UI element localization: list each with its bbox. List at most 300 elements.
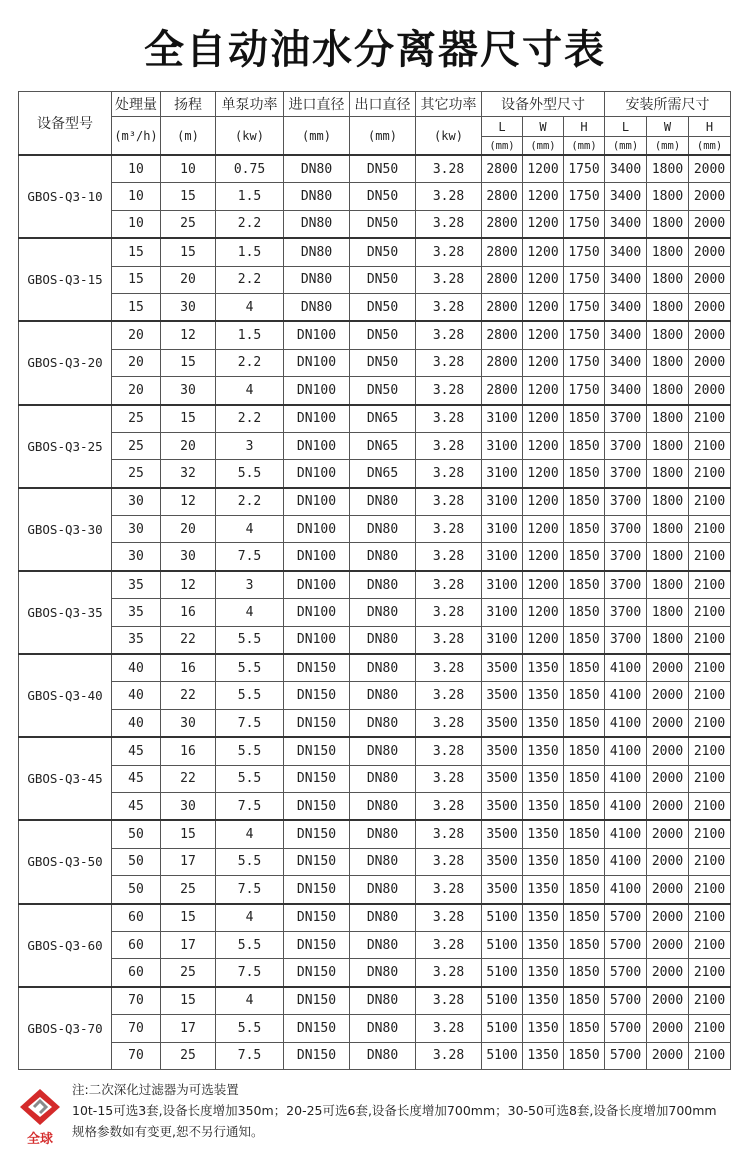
unit-inlet: (mm) xyxy=(284,117,350,156)
table-cell: 1850 xyxy=(564,543,605,571)
table-cell: 1800 xyxy=(647,266,689,293)
table-cell: 7.5 xyxy=(216,709,284,737)
table-cell: 4100 xyxy=(605,737,647,765)
unit-outlet: (mm) xyxy=(350,117,416,156)
table-cell: DN100 xyxy=(284,460,350,488)
table-cell: 16 xyxy=(161,599,216,626)
table-cell: DN50 xyxy=(350,155,416,183)
table-cell: 15 xyxy=(161,349,216,376)
table-header xyxy=(19,92,731,156)
table-cell: 1800 xyxy=(647,516,689,543)
table-cell: 3.28 xyxy=(416,321,482,349)
company-logo xyxy=(16,1087,64,1147)
table-cell: 3100 xyxy=(482,432,523,459)
table-cell: 3500 xyxy=(482,709,523,737)
table-cell: 1800 xyxy=(647,543,689,571)
table-cell: 35 xyxy=(112,571,161,599)
table-cell: 2000 xyxy=(647,682,689,709)
table-cell: 5700 xyxy=(605,987,647,1015)
table-cell: 4 xyxy=(216,987,284,1015)
table-cell: 5.5 xyxy=(216,737,284,765)
table-cell: 3400 xyxy=(605,321,647,349)
header-install: 安装所需尺寸 xyxy=(605,92,731,117)
table-cell: 5.5 xyxy=(216,931,284,958)
table-cell: 20 xyxy=(161,266,216,293)
table-row xyxy=(19,820,731,848)
table-cell: 5700 xyxy=(605,904,647,932)
header-flow: 处理量 xyxy=(112,92,161,117)
table-cell: 3.28 xyxy=(416,183,482,210)
table-cell: 5.5 xyxy=(216,848,284,875)
table-cell: 15 xyxy=(161,238,216,266)
table-cell: 2100 xyxy=(689,571,731,599)
table-cell: DN80 xyxy=(350,488,416,516)
table-cell: 1200 xyxy=(523,266,564,293)
table-cell: 3.28 xyxy=(416,1042,482,1069)
table-cell: 15 xyxy=(161,904,216,932)
table-cell: 4100 xyxy=(605,820,647,848)
table-cell: 2800 xyxy=(482,349,523,376)
table-cell: 3100 xyxy=(482,626,523,654)
table-cell: 3.28 xyxy=(416,155,482,183)
table-cell: DN80 xyxy=(350,820,416,848)
table-cell: 30 xyxy=(161,543,216,571)
table-cell: DN80 xyxy=(350,1015,416,1042)
table-cell: 15 xyxy=(112,238,161,266)
table-cell: DN80 xyxy=(284,293,350,321)
table-cell: 4 xyxy=(216,293,284,321)
table-cell: 25 xyxy=(161,876,216,904)
header-outlet: 出口直径 xyxy=(350,92,416,117)
table-cell: 7.5 xyxy=(216,959,284,987)
table-cell: 12 xyxy=(161,321,216,349)
table-cell: DN80 xyxy=(284,155,350,183)
table-cell: 70 xyxy=(112,1015,161,1042)
table-cell: 10 xyxy=(112,155,161,183)
table-cell: 3.28 xyxy=(416,876,482,904)
table-cell: 50 xyxy=(112,848,161,875)
table-cell: 1800 xyxy=(647,626,689,654)
table-cell: DN150 xyxy=(284,792,350,820)
model-cell: GBOS-Q3-20 xyxy=(19,321,112,404)
table-cell: 3100 xyxy=(482,571,523,599)
table-cell: 70 xyxy=(112,1042,161,1069)
table-cell: DN80 xyxy=(350,876,416,904)
table-cell: 15 xyxy=(112,293,161,321)
table-cell: 1800 xyxy=(647,432,689,459)
table-row xyxy=(19,931,731,958)
table-cell: 1850 xyxy=(564,571,605,599)
table-cell: 3.28 xyxy=(416,377,482,405)
table-cell: 16 xyxy=(161,737,216,765)
table-row xyxy=(19,987,731,1015)
table-cell: 3.28 xyxy=(416,626,482,654)
table-cell: 7.5 xyxy=(216,876,284,904)
table-cell: 2100 xyxy=(689,765,731,792)
table-row xyxy=(19,571,731,599)
table-cell: 1850 xyxy=(564,654,605,682)
table-cell: 2100 xyxy=(689,405,731,433)
table-cell: 5.5 xyxy=(216,682,284,709)
table-row xyxy=(19,405,731,433)
table-cell: DN50 xyxy=(350,377,416,405)
note-line-1: 注:二次深化过滤器为可选装置 xyxy=(72,1082,239,1097)
table-cell: 4 xyxy=(216,904,284,932)
table-cell: 1800 xyxy=(647,571,689,599)
table-cell: 3.28 xyxy=(416,654,482,682)
table-cell: 30 xyxy=(112,543,161,571)
table-cell: 2800 xyxy=(482,210,523,238)
table-cell: 22 xyxy=(161,626,216,654)
table-row xyxy=(19,848,731,875)
table-cell: 1200 xyxy=(523,377,564,405)
table-cell: 2100 xyxy=(689,516,731,543)
table-cell: 2000 xyxy=(689,210,731,238)
table-cell: 3500 xyxy=(482,876,523,904)
table-cell: DN80 xyxy=(350,626,416,654)
table-cell: 1800 xyxy=(647,405,689,433)
table-cell: 30 xyxy=(161,293,216,321)
table-cell: 16 xyxy=(161,654,216,682)
table-cell: 2000 xyxy=(647,1042,689,1069)
table-cell: 3400 xyxy=(605,210,647,238)
table-cell: 7.5 xyxy=(216,792,284,820)
table-cell: 2000 xyxy=(689,349,731,376)
table-row xyxy=(19,904,731,932)
table-cell: DN150 xyxy=(284,1042,350,1069)
table-row xyxy=(19,377,731,405)
model-cell: GBOS-Q3-10 xyxy=(19,155,112,238)
install-l-unit: (mm) xyxy=(605,137,647,156)
table-cell: 3400 xyxy=(605,183,647,210)
table-cell: 1800 xyxy=(647,321,689,349)
table-cell: 25 xyxy=(161,959,216,987)
table-cell: 2.2 xyxy=(216,488,284,516)
table-cell: 2000 xyxy=(647,737,689,765)
dims-l-unit: (mm) xyxy=(482,137,523,156)
table-cell: 3.28 xyxy=(416,266,482,293)
table-row xyxy=(19,876,731,904)
table-cell: 1850 xyxy=(564,848,605,875)
table-cell: 12 xyxy=(161,571,216,599)
page-title: 全自动油水分离器尺寸表 xyxy=(144,27,606,73)
table-cell: 1200 xyxy=(523,238,564,266)
table-cell: 60 xyxy=(112,904,161,932)
table-cell: DN50 xyxy=(350,238,416,266)
table-cell: 1200 xyxy=(523,293,564,321)
table-cell: 10 xyxy=(112,210,161,238)
table-cell: 40 xyxy=(112,682,161,709)
table-cell: 0.75 xyxy=(216,155,284,183)
table-cell: 4100 xyxy=(605,654,647,682)
table-cell: DN100 xyxy=(284,377,350,405)
table-row xyxy=(19,266,731,293)
table-cell: 1200 xyxy=(523,599,564,626)
table-cell: 1850 xyxy=(564,599,605,626)
table-cell: 4 xyxy=(216,820,284,848)
table-cell: 50 xyxy=(112,820,161,848)
table-cell: 3100 xyxy=(482,488,523,516)
table-cell: 3.28 xyxy=(416,931,482,958)
table-cell: 1750 xyxy=(564,155,605,183)
table-cell: 1800 xyxy=(647,155,689,183)
table-cell: 3.28 xyxy=(416,460,482,488)
table-cell: 2000 xyxy=(647,876,689,904)
table-cell: DN65 xyxy=(350,432,416,459)
table-cell: 3.28 xyxy=(416,820,482,848)
table-cell: 3.28 xyxy=(416,792,482,820)
table-cell: 5100 xyxy=(482,987,523,1015)
table-cell: 1200 xyxy=(523,432,564,459)
unit-other-power: (kw) xyxy=(416,117,482,156)
table-cell: 2000 xyxy=(647,904,689,932)
table-cell: 1850 xyxy=(564,987,605,1015)
table-cell: 1850 xyxy=(564,709,605,737)
header-pump-power: 单泵功率 xyxy=(216,92,284,117)
table-cell: 2000 xyxy=(647,792,689,820)
install-l: L xyxy=(605,117,647,137)
table-cell: 3400 xyxy=(605,238,647,266)
table-cell: 1800 xyxy=(647,238,689,266)
table-cell: 2100 xyxy=(689,931,731,958)
table-cell: 3500 xyxy=(482,792,523,820)
table-cell: 1750 xyxy=(564,321,605,349)
table-cell: 3500 xyxy=(482,820,523,848)
table-cell: 40 xyxy=(112,654,161,682)
table-cell: 1850 xyxy=(564,792,605,820)
table-cell: 5700 xyxy=(605,931,647,958)
table-cell: 3 xyxy=(216,432,284,459)
table-cell: 2000 xyxy=(647,959,689,987)
table-cell: 2000 xyxy=(647,820,689,848)
table-cell: 3700 xyxy=(605,543,647,571)
table-cell: DN80 xyxy=(350,654,416,682)
table-cell: 1850 xyxy=(564,1015,605,1042)
table-cell: 1200 xyxy=(523,460,564,488)
table-cell: 3400 xyxy=(605,377,647,405)
table-cell: DN50 xyxy=(350,210,416,238)
table-cell: 7.5 xyxy=(216,543,284,571)
table-cell: 2000 xyxy=(689,183,731,210)
table-row xyxy=(19,654,731,682)
table-cell: 2100 xyxy=(689,987,731,1015)
table-cell: 2000 xyxy=(689,377,731,405)
table-cell: 3.28 xyxy=(416,848,482,875)
table-cell: 3700 xyxy=(605,571,647,599)
table-cell: DN150 xyxy=(284,959,350,987)
table-cell: DN80 xyxy=(350,959,416,987)
table-cell: 2100 xyxy=(689,848,731,875)
table-row xyxy=(19,293,731,321)
table-cell: DN80 xyxy=(350,543,416,571)
table-cell: DN80 xyxy=(284,238,350,266)
table-cell: 3500 xyxy=(482,765,523,792)
table-cell: 2100 xyxy=(689,1015,731,1042)
table-cell: DN100 xyxy=(284,432,350,459)
table-cell: DN80 xyxy=(350,1042,416,1069)
table-cell: 5100 xyxy=(482,959,523,987)
table-cell: 3500 xyxy=(482,848,523,875)
table-cell: 1200 xyxy=(523,571,564,599)
table-cell: 30 xyxy=(112,488,161,516)
table-cell: 1850 xyxy=(564,432,605,459)
table-cell: 17 xyxy=(161,931,216,958)
table-cell: 3400 xyxy=(605,266,647,293)
table-cell: 3.28 xyxy=(416,516,482,543)
model-cell: GBOS-Q3-35 xyxy=(19,571,112,654)
table-cell: 25 xyxy=(161,1042,216,1069)
table-cell: 70 xyxy=(112,987,161,1015)
table-cell: DN50 xyxy=(350,183,416,210)
table-cell: 1200 xyxy=(523,155,564,183)
table-cell: 25 xyxy=(112,405,161,433)
table-cell: DN100 xyxy=(284,405,350,433)
table-cell: DN150 xyxy=(284,682,350,709)
table-cell: 2800 xyxy=(482,377,523,405)
table-cell: 3.28 xyxy=(416,987,482,1015)
table-cell: DN150 xyxy=(284,931,350,958)
table-cell: 4100 xyxy=(605,848,647,875)
table-cell: 2000 xyxy=(647,848,689,875)
table-cell: 1850 xyxy=(564,959,605,987)
install-w: W xyxy=(647,117,689,137)
table-cell: 3500 xyxy=(482,682,523,709)
table-cell: DN80 xyxy=(350,987,416,1015)
table-cell: 1350 xyxy=(523,931,564,958)
table-cell: 25 xyxy=(161,210,216,238)
table-cell: 4 xyxy=(216,599,284,626)
table-cell: 1800 xyxy=(647,183,689,210)
table-cell: DN80 xyxy=(350,599,416,626)
table-cell: 3700 xyxy=(605,516,647,543)
table-cell: DN50 xyxy=(350,266,416,293)
table-cell: DN150 xyxy=(284,876,350,904)
footer-notes xyxy=(0,1075,750,1160)
header-model: 设备型号 xyxy=(19,92,112,156)
table-cell: 5700 xyxy=(605,1015,647,1042)
table-cell: 17 xyxy=(161,848,216,875)
install-h-unit: (mm) xyxy=(689,137,731,156)
table-cell: 2800 xyxy=(482,293,523,321)
table-cell: 2100 xyxy=(689,654,731,682)
table-cell: 2800 xyxy=(482,183,523,210)
table-cell: DN50 xyxy=(350,349,416,376)
table-cell: 15 xyxy=(112,266,161,293)
table-cell: 2100 xyxy=(689,709,731,737)
model-cell: GBOS-Q3-25 xyxy=(19,405,112,488)
table-row xyxy=(19,792,731,820)
table-cell: 22 xyxy=(161,682,216,709)
table-cell: 1750 xyxy=(564,238,605,266)
table-cell: 2000 xyxy=(689,238,731,266)
table-cell: 3700 xyxy=(605,488,647,516)
table-cell: 1200 xyxy=(523,405,564,433)
unit-pump-power: (kw) xyxy=(216,117,284,156)
header-head: 扬程 xyxy=(161,92,216,117)
table-cell: 1200 xyxy=(523,626,564,654)
table-cell: DN150 xyxy=(284,765,350,792)
table-cell: 1200 xyxy=(523,210,564,238)
table-cell: 3 xyxy=(216,571,284,599)
table-cell: DN80 xyxy=(284,183,350,210)
table-body xyxy=(19,155,731,1069)
table-cell: DN50 xyxy=(350,321,416,349)
table-cell: DN150 xyxy=(284,737,350,765)
model-cell: GBOS-Q3-30 xyxy=(19,488,112,571)
table-cell: 1350 xyxy=(523,792,564,820)
table-cell: DN80 xyxy=(350,848,416,875)
table-cell: 20 xyxy=(112,349,161,376)
table-cell: 3.28 xyxy=(416,904,482,932)
table-cell: 1850 xyxy=(564,516,605,543)
table-row xyxy=(19,737,731,765)
table-cell: DN100 xyxy=(284,349,350,376)
model-cell: GBOS-Q3-40 xyxy=(19,654,112,737)
table-cell: 3.28 xyxy=(416,682,482,709)
table-cell: 1850 xyxy=(564,488,605,516)
table-cell: 2100 xyxy=(689,959,731,987)
table-cell: 45 xyxy=(112,737,161,765)
table-cell: 1200 xyxy=(523,321,564,349)
table-cell: DN50 xyxy=(350,293,416,321)
table-cell: 1350 xyxy=(523,682,564,709)
table-cell: 1800 xyxy=(647,349,689,376)
table-cell: 45 xyxy=(112,765,161,792)
table-cell: 3.28 xyxy=(416,737,482,765)
table-row xyxy=(19,682,731,709)
table-cell: 5.5 xyxy=(216,1015,284,1042)
table-cell: 1750 xyxy=(564,349,605,376)
table-cell: 3400 xyxy=(605,155,647,183)
table-row xyxy=(19,488,731,516)
header-other-power: 其它功率 xyxy=(416,92,482,117)
table-cell: 2100 xyxy=(689,460,731,488)
table-cell: 3100 xyxy=(482,599,523,626)
table-cell: 30 xyxy=(161,792,216,820)
table-cell: 1350 xyxy=(523,654,564,682)
table-cell: 15 xyxy=(161,183,216,210)
table-cell: 4100 xyxy=(605,709,647,737)
table-row xyxy=(19,709,731,737)
table-cell: DN80 xyxy=(350,904,416,932)
table-cell: 1350 xyxy=(523,820,564,848)
table-cell: 2100 xyxy=(689,820,731,848)
table-cell: 1200 xyxy=(523,488,564,516)
table-cell: 2100 xyxy=(689,1042,731,1069)
table-cell: 5700 xyxy=(605,959,647,987)
table-cell: 17 xyxy=(161,1015,216,1042)
table-cell: 1850 xyxy=(564,820,605,848)
table-cell: 20 xyxy=(161,432,216,459)
table-cell: 1750 xyxy=(564,266,605,293)
table-cell: 5100 xyxy=(482,1042,523,1069)
table-cell: 3.28 xyxy=(416,238,482,266)
table-row xyxy=(19,626,731,654)
table-cell: DN150 xyxy=(284,654,350,682)
table-cell: 32 xyxy=(161,460,216,488)
table-row xyxy=(19,238,731,266)
table-cell: 1750 xyxy=(564,210,605,238)
table-cell: 4100 xyxy=(605,682,647,709)
table-cell: 2000 xyxy=(647,765,689,792)
table-cell: DN150 xyxy=(284,848,350,875)
table-cell: 2000 xyxy=(647,987,689,1015)
table-cell: 20 xyxy=(161,516,216,543)
table-cell: DN80 xyxy=(350,765,416,792)
table-cell: DN150 xyxy=(284,987,350,1015)
install-w-unit: (mm) xyxy=(647,137,689,156)
table-cell: 3.28 xyxy=(416,571,482,599)
